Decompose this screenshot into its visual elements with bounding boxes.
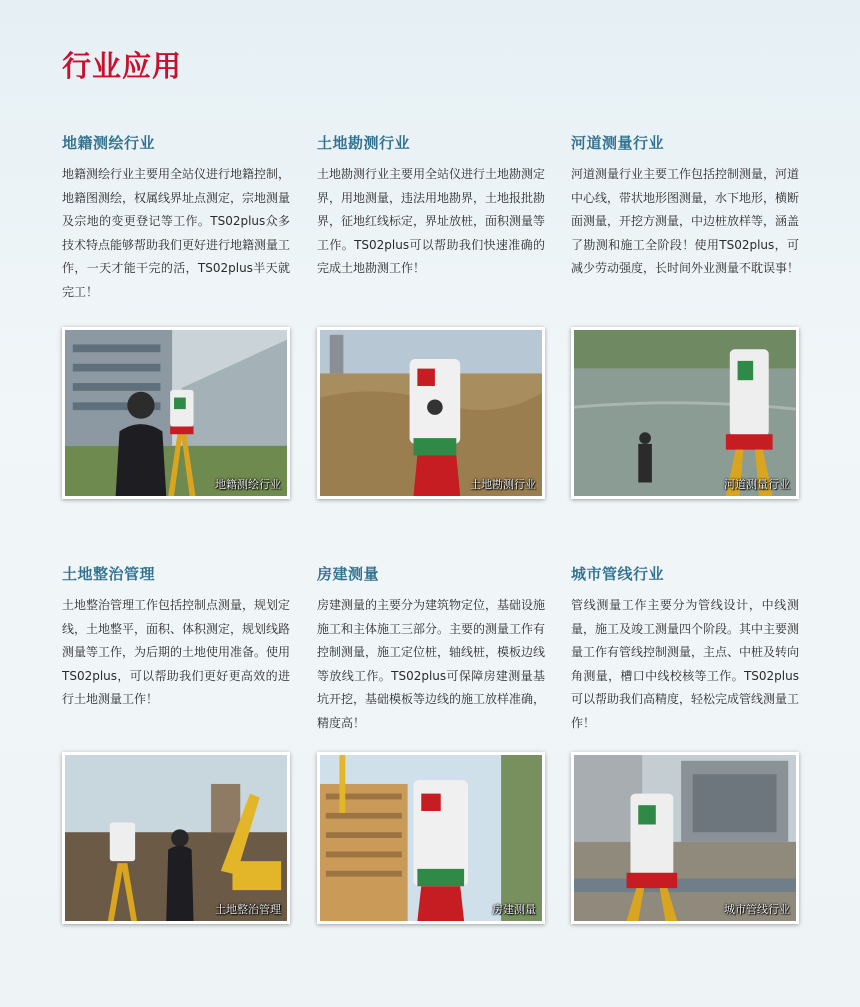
section-land-survey [317, 132, 545, 281]
section-river-survey [571, 132, 799, 281]
section-text: 地籍测绘行业主要用全站仪进行地籍控制，地籍图测绘，权属线界址点测定，宗地测量及宗地的变更登记等工作。TS02plus众多技术特点能够帮助我们更好进行地籍测量工作，一天才能干完的活，TS02plus半天就完工！ [62, 167, 291, 299]
section-title: 河道测量行业 [571, 134, 665, 152]
page-title: 行业应用 [62, 49, 183, 83]
section-title: 土地整治管理 [62, 565, 156, 583]
section-pipeline-survey [571, 563, 799, 735]
photo-land-survey [317, 327, 545, 499]
section-text: 土地勘测行业主要用全站仪进行土地勘测定界，用地测量，违法用地勘界，土地报批勘界，征地红线标定，界址放桩，面积测量等工作。TS02plus可以帮助我们快速准确的完成土地勘测工作！ [317, 167, 546, 275]
section-title: 城市管线行业 [571, 565, 665, 583]
section-title: 房建测量 [317, 565, 380, 583]
photo-building-survey [317, 752, 545, 924]
photo-caption: 地籍测绘行业 [215, 478, 281, 491]
section-cadastral [62, 132, 290, 304]
section-text: 房建测量的主要分为建筑物定位，基础设施施工和主体施工三部分。主要的测量工作有控制测量，施工定位桩，轴线桩，模板边线等放线工作。TS02plus可保障房建测量基坑开挖，基础模板等边线的施工放样准确，精度高！ [317, 598, 546, 730]
photo-river-survey [571, 327, 799, 499]
section-title: 地籍测绘行业 [62, 134, 156, 152]
photo-caption: 河道测量行业 [724, 478, 790, 491]
photo-cadastral [62, 327, 290, 499]
section-text: 管线测量工作主要分为管线设计，中线测量，施工及竣工测量四个阶段。其中主要测量工作有管线控制测量，主点、中桩及转向角测量，槽口中线校核等工作。TS02plus可以帮助我们高精度，轻松完成管线测量工作！ [571, 598, 800, 730]
section-land-remediation [62, 563, 290, 712]
photo-caption: 土地整治管理 [215, 903, 281, 916]
section-title: 土地勘测行业 [317, 134, 411, 152]
photo-caption: 房建测量 [492, 903, 536, 916]
photo-caption: 土地勘测行业 [470, 478, 536, 491]
section-text: 河道测量行业主要工作包括控制测量，河道中心线，带状地形图测量，水下地形，横断面测量，开挖方测量，中边桩放样等，涵盖了勘测和施工全阶段！使用TS02plus，可减少劳动强度，长时间外业测量不耽误事！ [571, 167, 800, 275]
photo-pipeline-survey [571, 752, 799, 924]
section-text: 土地整治管理工作包括控制点测量，规划定线，土地整平，面积、体积测定，规划线路测量等工作，为后期的土地使用准备。使用TS02plus，可以帮助我们更好更高效的进行土地测量工作！ [62, 598, 291, 706]
section-building-survey [317, 563, 545, 735]
photo-caption: 城市管线行业 [724, 903, 790, 916]
photo-land-remediation [62, 752, 290, 924]
